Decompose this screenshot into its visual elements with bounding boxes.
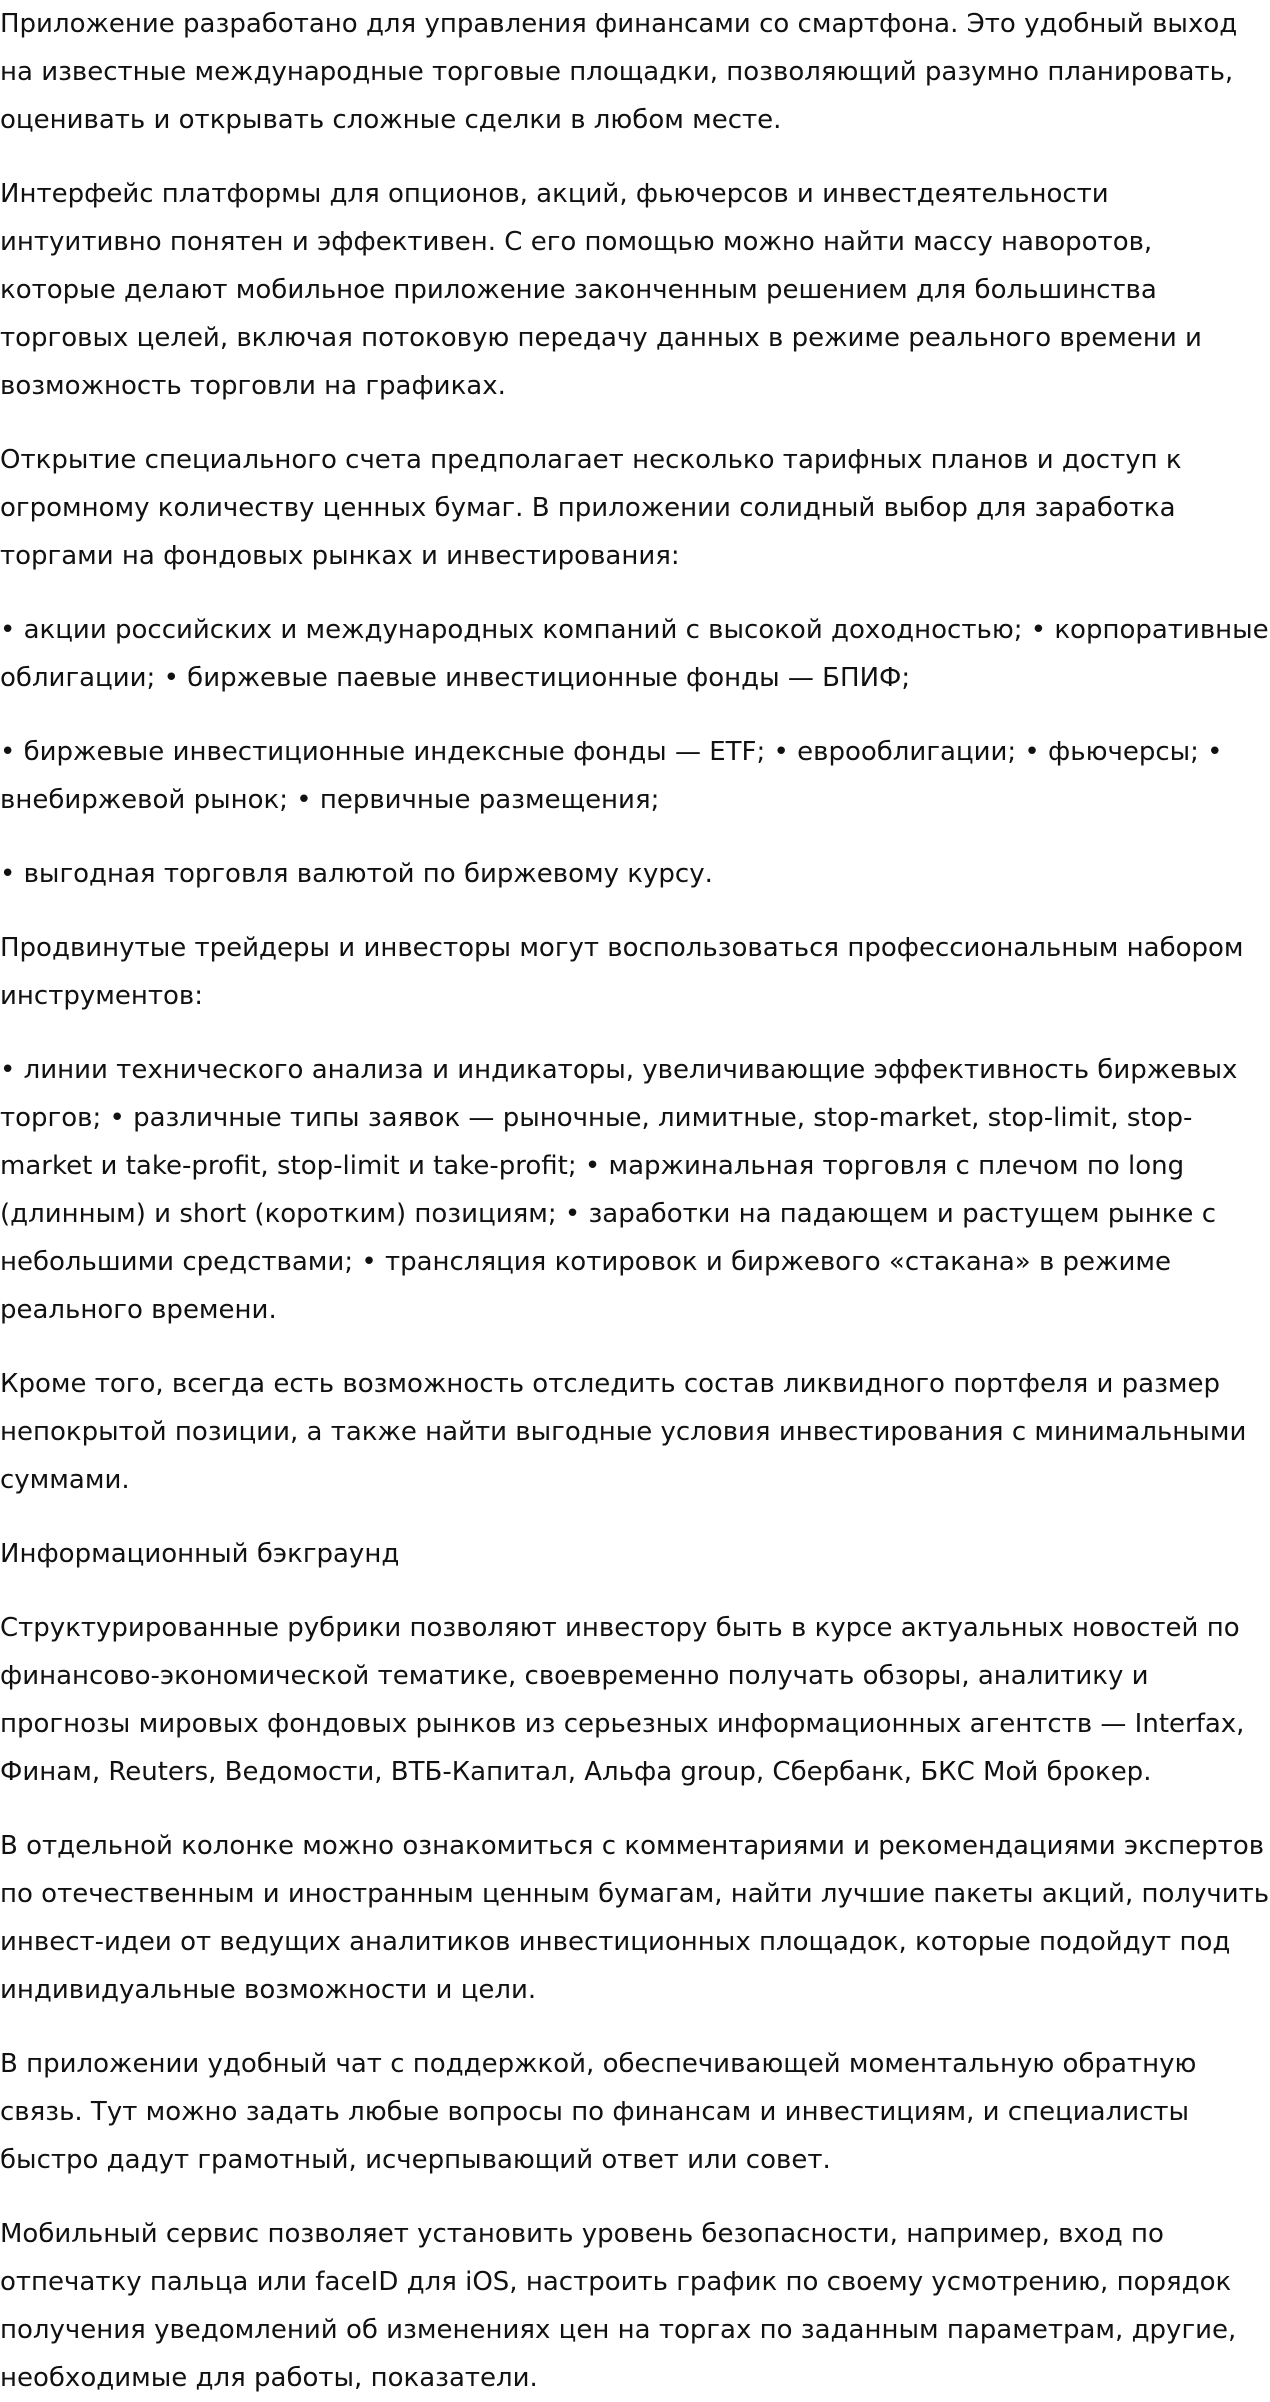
paragraph-intro: Приложение разработано для управления финансами со смартфона. Это удобный выход на известные международные торговые площадки, позволяющий разумно планировать, оценивать и открывать сложные сделки в любом месте. — [0, 9, 1238, 135]
paragraph-portfolio: Кроме того, всегда есть возможность отследить состав ликвидного портфеля и размер непокрытой позиции, а также найти выгодные условия инвестирования с минимальными суммами. — [0, 1369, 1247, 1495]
paragraph-support-chat: В приложении удобный чат с поддержкой, обеспечивающей моментальную обратную связь. Тут можно задать любые вопросы по финансам и инвестициям, и специалисты быстро дадут грамотный, исчерпывающий ответ или совет. — [0, 2049, 1197, 2175]
section-heading-info: Информационный бэкграунд — [0, 1539, 400, 1569]
paragraph-advanced-traders: Продвинутые трейдеры и инвесторы могут воспользоваться профессиональным набором инструментов: — [0, 933, 1244, 1011]
bullet-list-tools: • линии технического анализа и индикаторы, увеличивающие эффективность биржевых торгов; • различные типы заявок — рыночные, лимитные, stop-market, stop-limit, stop-market и take-profit, stop-limit и take-profit; • маржинальная торговля с плечом по long (длинным) и short (коротким) позициям; • заработки на падающем и растущем рынке с небольшими средствами; • трансляция котировок и биржевого «стакана» в режиме реального времени. — [0, 1055, 1238, 1325]
bullet-list-currency: • выгодная торговля валютой по биржевому курсу. — [0, 859, 713, 889]
paragraph-experts: В отдельной колонке можно ознакомиться с комментариями и рекомендациями экспертов по отечественным и иностранным ценным бумагам, найти лучшие пакеты акций, получить инвест-идеи от ведущих аналитиков инвестиционных площадок, которые подойдут под индивидуальные возможности и цели. — [0, 1831, 1270, 2005]
bullet-list-securities: • акции российских и международных компаний с высокой доходностью; • корпоративные облигации; • биржевые паевые инвестиционные фонды — БПИФ; — [0, 615, 1269, 693]
paragraph-news: Структурированные рубрики позволяют инвестору быть в курсе актуальных новостей по финансово-экономической тематике, своевременно получать обзоры, аналитику и прогнозы мировых фондовых рынков из серьезных информационных агентств — Interfax, Финам, Reuters, Ведомости, ВТБ-Капитал, Альфа group, Сбербанк, БКС Мой брокер. — [0, 1613, 1245, 1787]
paragraph-security: Мобильный сервис позволяет установить уровень безопасности, например, вход по отпечатку пальца или faceID для iOS, настроить график по своему усмотрению, порядок получения уведомлений об изменениях цен на торгах по заданным параметрам, другие, необходимые для работы, показатели. — [0, 2219, 1237, 2393]
paragraph-account: Открытие специального счета предполагает несколько тарифных планов и доступ к огромному количеству ценных бумаг. В приложении солидный выбор для заработка торгами на фондовых рынках и инвестирования: — [0, 445, 1182, 571]
bullet-list-funds: • биржевые инвестиционные индексные фонды — ETF; • еврооблигации; • фьючерсы; • внебиржевой рынок; • первичные размещения; — [0, 737, 1223, 815]
paragraph-interface: Интерфейс платформы для опционов, акций, фьючерсов и инвестдеятельности интуитивно понятен и эффективен. С его помощью можно найти массу наворотов, которые делают мобильное приложение законченным решением для большинства торговых целей, включая потоковую передачу данных в режиме реального времени и возможность торговли на графиках. — [0, 179, 1202, 401]
